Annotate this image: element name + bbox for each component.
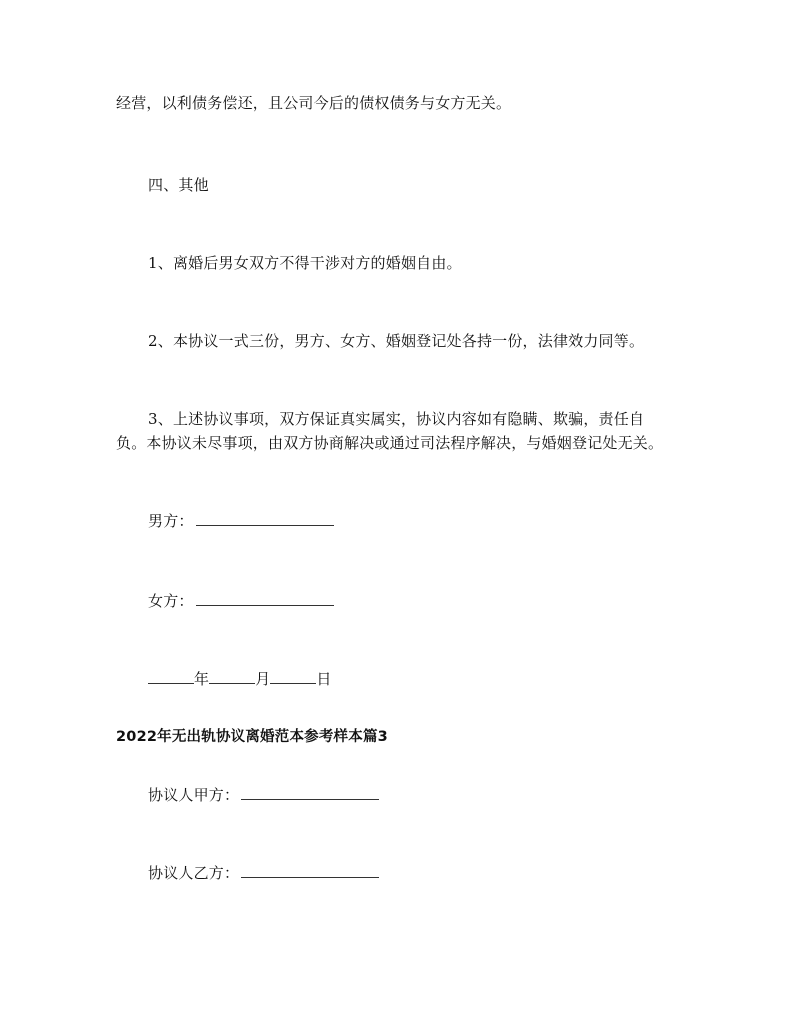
male-signature-line	[148, 510, 334, 532]
day-label: 日	[316, 670, 332, 688]
month-blank[interactable]	[209, 668, 255, 684]
section-four-title: 四、其他	[148, 176, 209, 194]
year-label: 年	[194, 670, 210, 688]
party-a-label: 协议人甲方：	[148, 786, 240, 804]
female-signature-label: 女方：	[148, 592, 194, 610]
party-b-line	[148, 862, 379, 884]
male-signature-blank[interactable]	[196, 510, 334, 526]
male-signature-label: 男方：	[148, 512, 194, 530]
female-signature-line	[148, 590, 334, 612]
female-signature-blank[interactable]	[196, 590, 334, 606]
clause-1: 1、离婚后男女双方不得干涉对方的婚姻自由。	[148, 254, 462, 272]
month-label: 月	[255, 670, 271, 688]
party-b-blank[interactable]	[241, 862, 379, 878]
section-heading: 2022年无出轨协议离婚范本参考样本篇3	[116, 729, 388, 745]
party-a-blank[interactable]	[241, 784, 379, 800]
clause-3-line-1: 3、上述协议事项，双方保证真实属实，协议内容如有隐瞒、欺骗，责任自	[148, 410, 645, 428]
year-blank[interactable]	[148, 668, 194, 684]
party-a-line	[148, 784, 379, 806]
party-b-label: 协议人乙方：	[148, 864, 240, 882]
clause-3-line-2: 负。本协议未尽事项，由双方协商解决或通过司法程序解决，与婚姻登记处无关。	[116, 434, 664, 452]
date-line	[148, 668, 332, 690]
continuation-paragraph: 经营，以利债务偿还，且公司今后的债权债务与女方无关。	[116, 94, 512, 112]
clause-2: 2、本协议一式三份，男方、女方、婚姻登记处各持一份，法律效力同等。	[148, 332, 645, 350]
day-blank[interactable]	[270, 668, 316, 684]
